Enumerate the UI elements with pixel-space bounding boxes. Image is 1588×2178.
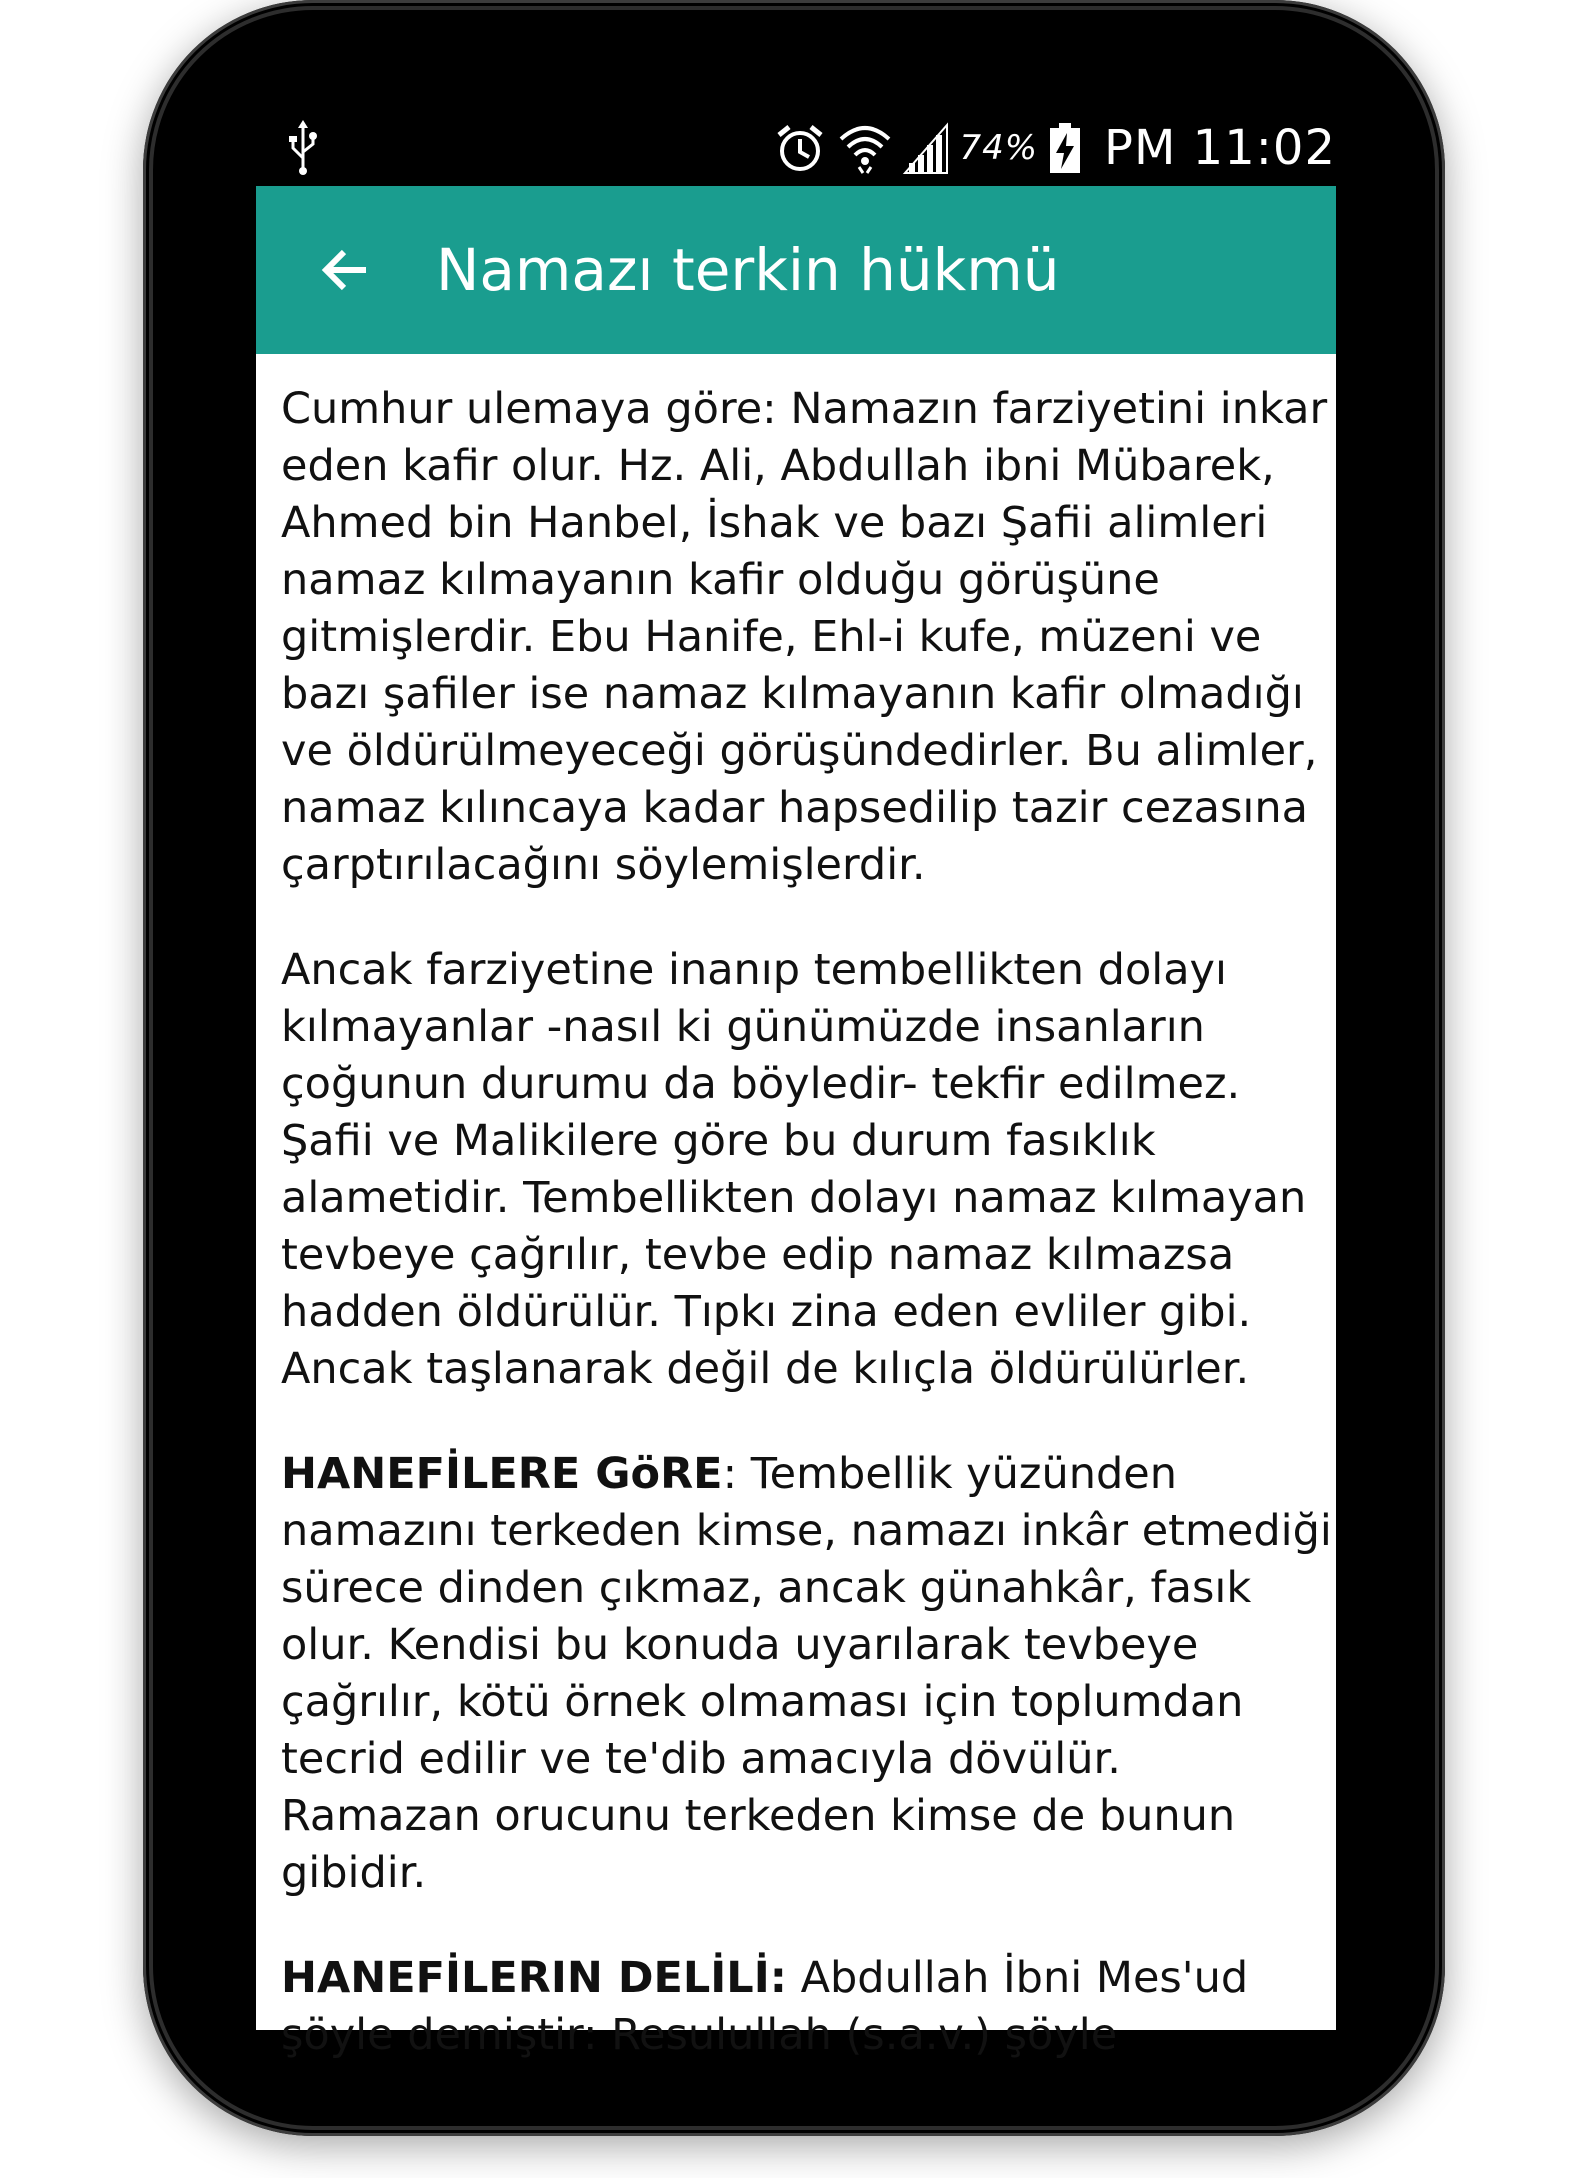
hanefilerin-delili-heading: HANEFİLERIN DELİLİ: xyxy=(281,1953,787,2003)
paragraph-4 xyxy=(281,1950,1321,2064)
page-title: Namazı terkin hükmü xyxy=(436,236,1060,304)
text-line: namaz kılıncaya kadar hapsedilip tazir cezasına xyxy=(281,783,1308,833)
text-line: eden kafir olur. Hz. Ali, Abdullah ibni Mübarek, xyxy=(281,441,1275,491)
back-button[interactable] xyxy=(306,230,386,310)
signal-icon xyxy=(903,121,949,175)
text-line: tecrid edilir ve te'dib amacıyla dövülür. xyxy=(281,1734,1121,1784)
text-line: Ancak taşlanarak değil de kılıçla öldürülürler. xyxy=(281,1344,1250,1394)
paragraph-2 xyxy=(281,942,1321,1398)
text-line: ve öldürülmeyeceği görüşündedirler. Bu alimler, xyxy=(281,726,1318,776)
app-bar xyxy=(256,186,1336,354)
text-line: hadden öldürülür. Tıpkı zina eden evliler gibi. xyxy=(281,1287,1252,1337)
usb-icon xyxy=(288,120,318,176)
text-line: Ancak farziyetine inanıp tembellikten dolayı xyxy=(281,945,1227,995)
text-line: çağrılır, kötü örnek olmaması için toplumdan xyxy=(281,1677,1244,1727)
status-right-cluster xyxy=(773,108,1336,188)
alarm-icon xyxy=(773,121,827,175)
text-line: alametidir. Tembellikten dolayı namaz kılmayan xyxy=(281,1173,1307,1223)
paragraph-3 xyxy=(281,1446,1332,1902)
text-line: gibidir. xyxy=(281,1848,427,1898)
text-line: gitmişlerdir. Ebu Hanife, Ehl-i kufe, müzeni ve xyxy=(281,612,1262,662)
text-line: Şafii ve Malikilere göre bu durum fasıklık xyxy=(281,1116,1156,1166)
hanefilere-gore-heading: HANEFİLERE GöRE xyxy=(281,1449,723,1499)
text-line xyxy=(281,1950,1321,2007)
text-span: : Tembellik yüzünden xyxy=(722,1449,1177,1499)
paragraph-1 xyxy=(281,381,1328,894)
text-line: Ahmed bin Hanbel, İshak ve bazı Şafii alimleri xyxy=(281,498,1268,548)
clock: PM 11:02 xyxy=(1104,120,1336,176)
text-line: namaz kılmayanın kafir olduğu görüşüne xyxy=(281,555,1160,605)
article-content xyxy=(281,381,1332,2112)
text-line: çoğunun durumu da böyledir- tekfir edilmez. xyxy=(281,1059,1241,1109)
text-line xyxy=(281,1446,1321,1503)
wifi-icon xyxy=(837,121,893,175)
text-line: bazı şafiler ise namaz kılmayanın kafir olmadığı xyxy=(281,669,1304,719)
text-line: sürece dinden çıkmaz, ancak günahkâr, fasık xyxy=(281,1563,1252,1613)
text-line: tevbeye çağrılır, tevbe edip namaz kılmazsa xyxy=(281,1230,1235,1280)
text-span: Abdullah İbni Mes'ud xyxy=(786,1953,1249,2003)
battery-charging-icon xyxy=(1048,121,1082,175)
text-line: çarptırılacağını söylemişlerdir. xyxy=(281,840,926,890)
arrow-left-icon xyxy=(318,242,374,298)
text-line: Ramazan orucunu terkeden kimse de bunun xyxy=(281,1791,1236,1841)
status-bar xyxy=(256,108,1336,188)
battery-percent: 74% xyxy=(959,128,1039,168)
text-line: kılmayanlar -nasıl ki günümüzde insanların xyxy=(281,1002,1205,1052)
text-line: olur. Kendisi bu konuda uyarılarak tevbeye xyxy=(281,1620,1199,1670)
app-screen xyxy=(256,186,1336,2060)
text-line: şöyle demiştir: Resulullah (s.a.v.) şöyle xyxy=(281,2010,1118,2060)
text-line: namazını terkeden kimse, namazı inkâr etmediği xyxy=(281,1506,1332,1556)
text-line: Cumhur ulemaya göre: Namazın farziyetini inkar xyxy=(281,384,1328,434)
